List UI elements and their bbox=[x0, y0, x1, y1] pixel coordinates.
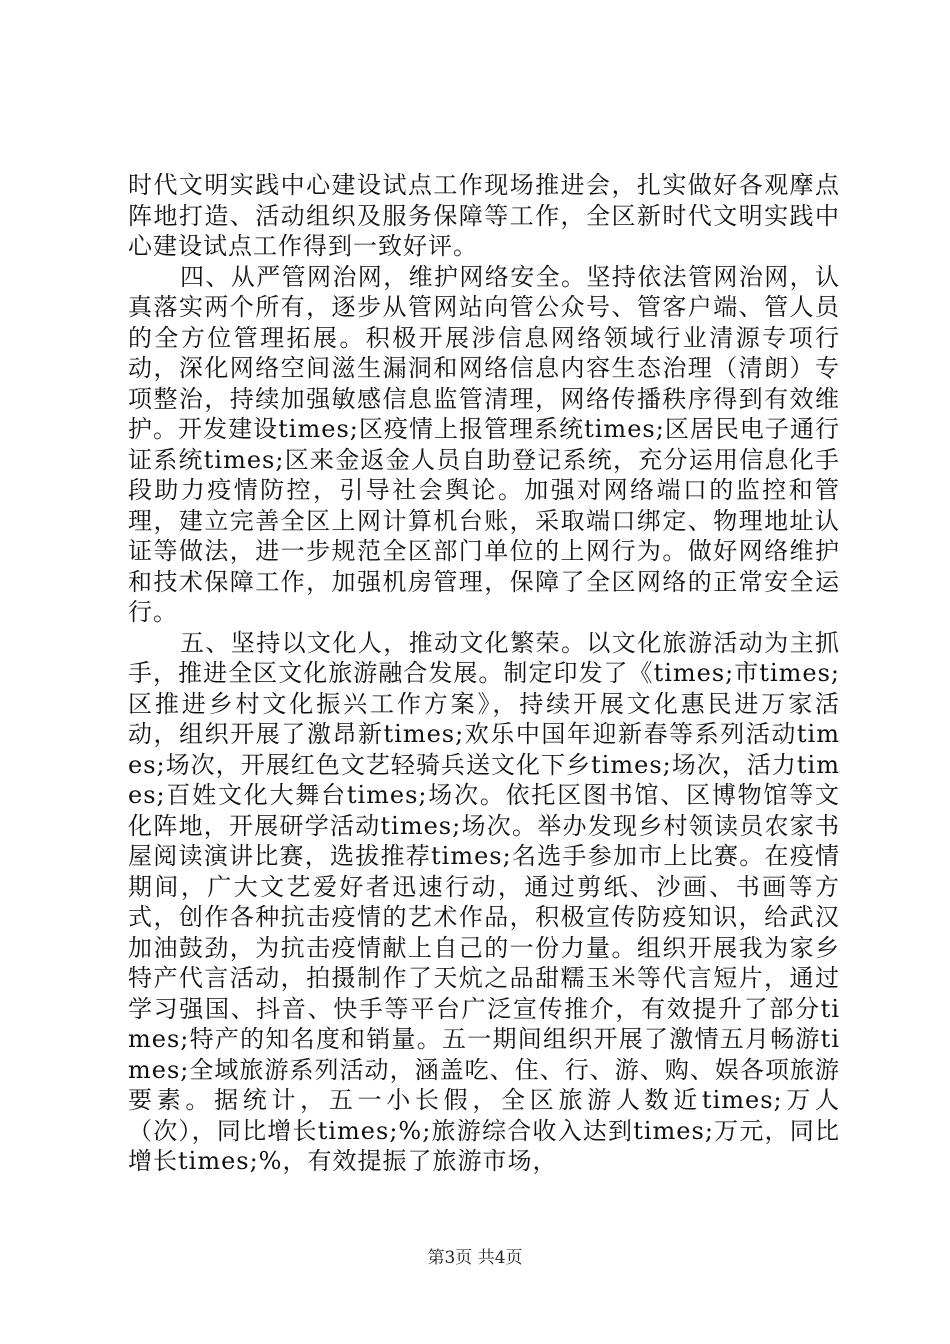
paragraph-culture: 五、坚持以文化人，推动文化繁荣。以文化旅游活动为主抓手，推进全区文化旅游融合发展。制定印发了《times;市times;区推进乡村文化振兴工作方案》，持续开展文化惠民进万家活动，组织开展了激昂新times;欢乐中国年迎新春等系列活动times;场次，开展红色文艺轻骑兵送文化下乡times;场次，活力times;百姓文化大舞台times;场次。依托区图书馆、区博物馆等文化阵地，开展研学活动times;场次。举办发现乡村领读员农家书屋阅读演讲比赛，选拔推荐times;名选手参加市上比赛。在疫情期间，广大文艺爱好者迅速行动，通过剪纸、沙画、书画等方式，创作各种抗击疫情的艺术作品，积极宣传防疫知识，给武汉加油鼓劲，为抗击疫情献上自己的一份力量。组织开展我为家乡特产代言活动，拍摄制作了天炕之品甜糯玉米等代言短片，通过学习强国、抖音、快手等平台广泛宣传推介，有效提升了部分times;特产的知名度和销量。五一期间组织开展了激情五月畅游times;全域旅游系列活动，涵盖吃、住、行、游、购、娱各项旅游要素。据统计，五一小长假，全区旅游人数近times;万人（次），同比增长times;%;旅游综合收入达到times;万元，同比增长times;%，有效提振了旅游市场， bbox=[128, 628, 840, 1175]
document-body bbox=[128, 170, 840, 1177]
paragraph-network-security: 四、从严管网治网，维护网络安全。坚持依法管网治网，认真落实两个所有，逐步从管网站向管公众号、管客户端、管人员的全方位管理拓展。积极开展涉信息网络领域行业清源专项行动，深化网络空间滋生漏洞和网络信息内容生态治理（清朗）专项整治，持续加强敏感信息监管清理，网络传播秩序得到有效维护。开发建设times;区疫情上报管理系统times;区居民电子通行证系统times;区来金返金人员自助登记系统，充分运用信息化手段助力疫情防控，引导社会舆论。加强对网络端口的监控和管理，建立完善全区上网计算机台账，采取端口绑定、物理地址认证等做法，进一步规范全区部门单位的上网行为。做好网络维护和技术保障工作，加强机房管理，保障了全区网络的正常安全运行。 bbox=[128, 262, 840, 626]
page-number-footer: 第3页 共4页 bbox=[427, 1248, 523, 1268]
paragraph-continued: 时代文明实践中心建设试点工作现场推进会，扎实做好各观摩点阵地打造、活动组织及服务保障等工作，全区新时代文明实践中心建设试点工作得到一致好评。 bbox=[128, 171, 840, 260]
